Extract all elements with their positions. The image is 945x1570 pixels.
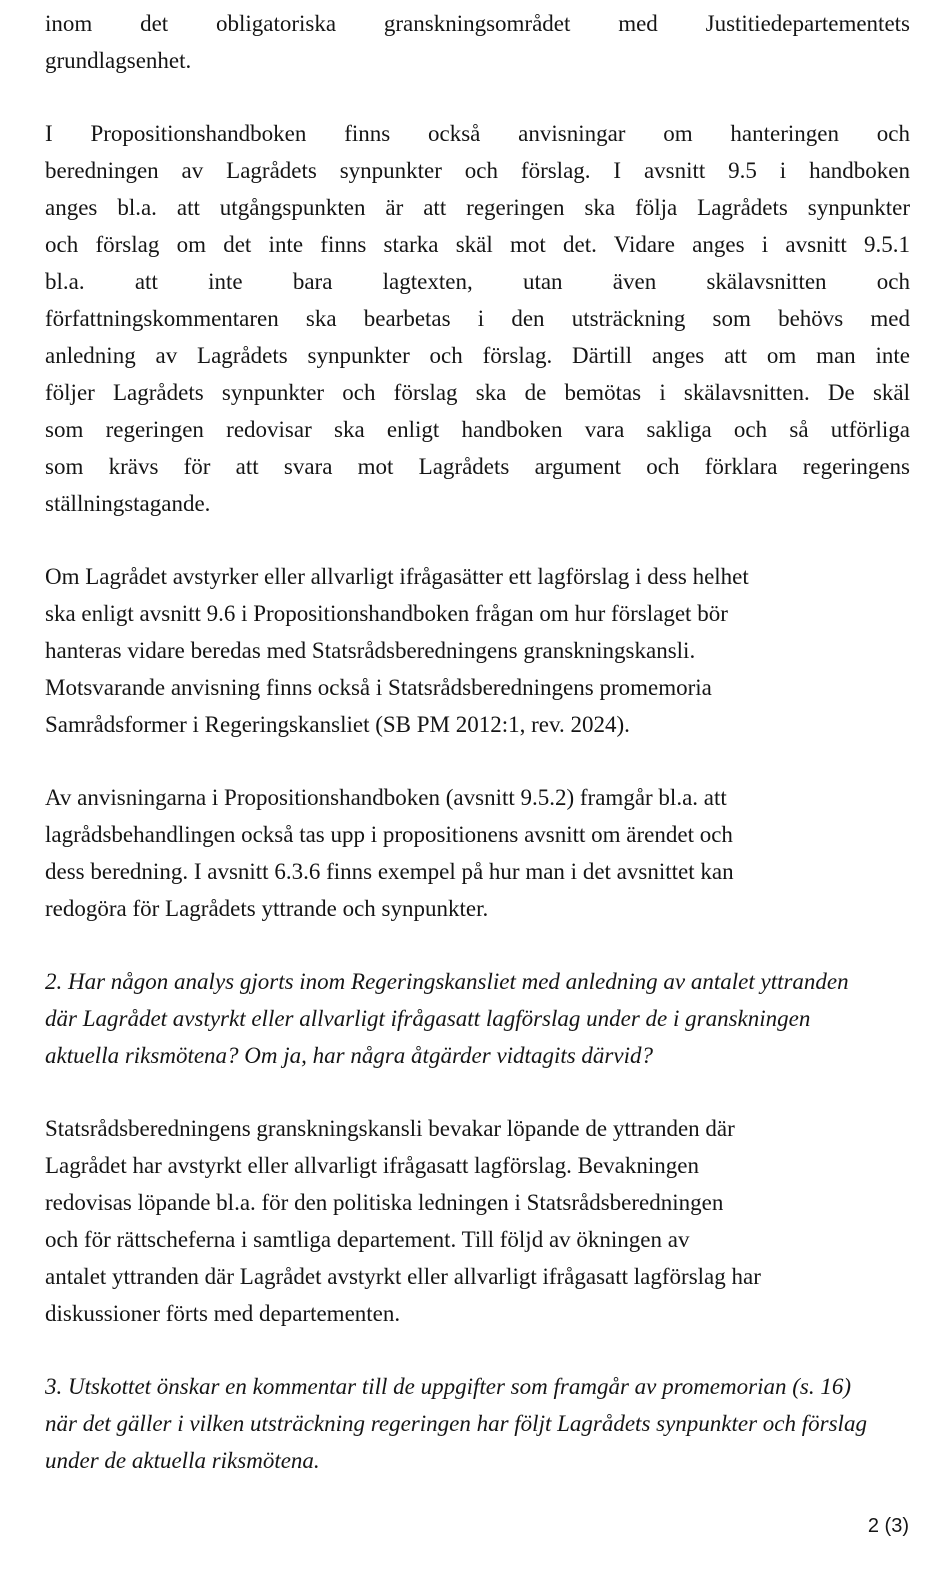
text-line: och förslag om det inte finns starka skäl mot det. Vidare anges i avsnitt 9.5.1	[45, 232, 910, 257]
text-line: Samrådsformer i Regeringskansliet (SB PM 2012:1, rev. 2024).	[45, 712, 630, 737]
document-text	[45, 5, 910, 1515]
text-line: ställningstagande.	[45, 491, 211, 516]
text-line: 3. Utskottet önskar en kommentar till de uppgifter som framgår av promemorian (s. 16)	[45, 1374, 851, 1399]
text-line: Om Lagrådet avstyrker eller allvarligt ifrågasätter ett lagförslag i dess helhet	[45, 564, 749, 589]
text-line: Motsvarande anvisning finns också i Statsrådsberedningens promemoria	[45, 675, 712, 700]
paragraph-propositionshandboken	[45, 115, 910, 522]
text-line: där Lagrådet avstyrkt eller allvarligt ifrågasatt lagförslag under de i granskningen	[45, 1006, 811, 1031]
text-line: grundlagsenhet.	[45, 48, 192, 73]
text-line: dess beredning. I avsnitt 6.3.6 finns exempel på hur man i det avsnittet kan	[45, 859, 734, 884]
text-line: antalet yttranden där Lagrådet avstyrkt eller allvarligt ifrågasatt lagförslag har	[45, 1264, 761, 1289]
question-3	[45, 1368, 910, 1479]
text-line: 2. Har någon analys gjorts inom Regeringskansliet med anledning av antalet yttranden	[45, 969, 849, 994]
text-line: aktuella riksmötena? Om ja, har några åtgärder vidtagits därvid?	[45, 1043, 653, 1068]
text-line: Lagrådet har avstyrkt eller allvarligt ifrågasatt lagförslag. Bevakningen	[45, 1153, 699, 1178]
text-line: som krävs för att svara mot Lagrådets argument och förklara regeringens	[45, 454, 910, 479]
paragraph-avstyrker	[45, 558, 910, 743]
text-line: redogöra för Lagrådets yttrande och synpunkter.	[45, 896, 489, 921]
text-line: I Propositionshandboken finns också anvisningar om hanteringen och	[45, 121, 910, 146]
text-line: lagrådsbehandlingen också tas upp i propositionens avsnitt om ärendet och	[45, 822, 733, 847]
text-line: inom det obligatoriska granskningsområdet med Justitiedepartementets	[45, 11, 910, 36]
text-line: bl.a. att inte bara lagtexten, utan även skälavsnitten och	[45, 269, 910, 294]
text-line: Statsrådsberedningens granskningskansli bevakar löpande de yttranden där	[45, 1116, 735, 1141]
text-line: anledning av Lagrådets synpunkter och förslag. Därtill anges att om man inte	[45, 343, 910, 368]
paragraph-continuation	[45, 5, 910, 79]
text-line: beredningen av Lagrådets synpunkter och förslag. I avsnitt 9.5 i handboken	[45, 158, 910, 183]
text-line: diskussioner förts med departementen.	[45, 1301, 401, 1326]
text-line: och för rättscheferna i samtliga departement. Till följd av ökningen av	[45, 1227, 690, 1252]
text-line: under de aktuella riksmötena.	[45, 1448, 320, 1473]
text-line: som regeringen redovisar ska enligt handboken vara sakliga och så utförliga	[45, 417, 910, 442]
text-line: ska enligt avsnitt 9.6 i Propositionshandboken frågan om hur förslaget bör	[45, 601, 728, 626]
question-2	[45, 963, 910, 1074]
paragraph-granskningskansli	[45, 1110, 910, 1332]
text-line: Av anvisningarna i Propositionshandboken (avsnitt 9.5.2) framgår bl.a. att	[45, 785, 727, 810]
text-line: när det gäller i vilken utsträckning regeringen har följt Lagrådets synpunkter och förslag	[45, 1411, 867, 1436]
text-line: hanteras vidare beredas med Statsrådsberedningens granskningskansli.	[45, 638, 696, 663]
text-line: anges bl.a. att utgångspunkten är att regeringen ska följa Lagrådets synpunkter	[45, 195, 910, 220]
text-line: redovisas löpande bl.a. för den politiska ledningen i Statsrådsberedningen	[45, 1190, 724, 1215]
text-line: följer Lagrådets synpunkter och förslag ska de bemötas i skälavsnitten. De skäl	[45, 380, 910, 405]
page-number: 2 (3)	[867, 1515, 909, 1537]
paragraph-anvisningarna	[45, 779, 910, 927]
text-line: författningskommentaren ska bearbetas i den utsträckning som behövs med	[45, 306, 910, 331]
